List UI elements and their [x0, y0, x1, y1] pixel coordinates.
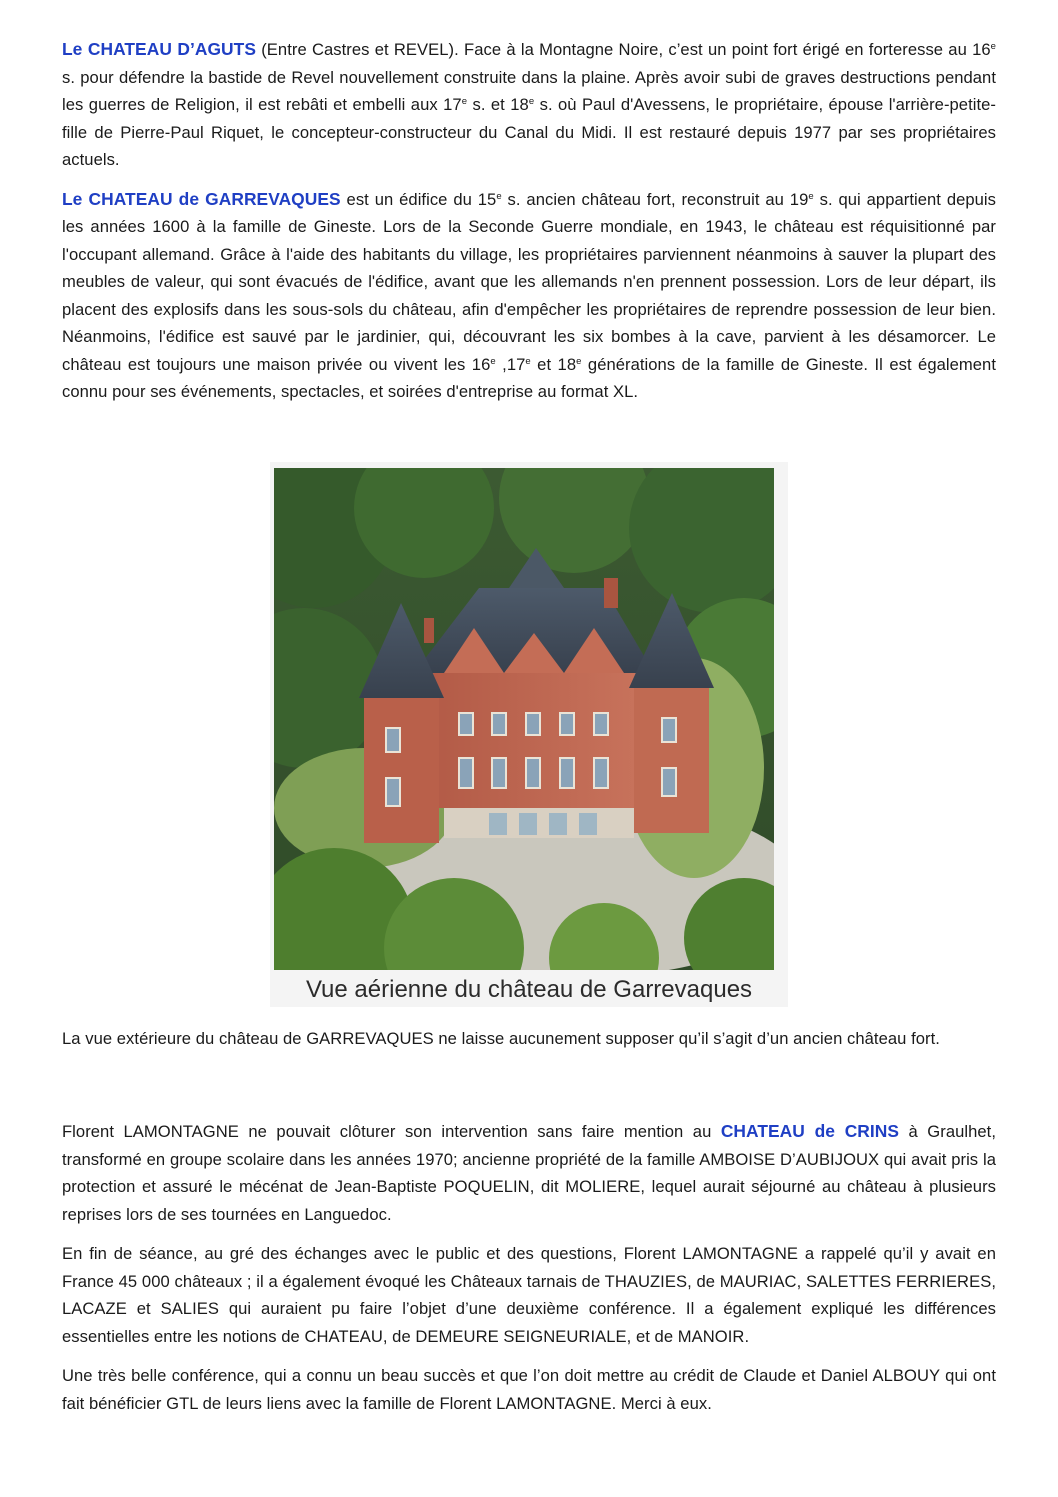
chateau-photo-figure	[270, 462, 788, 1007]
text-run: générations de la famille de Gineste. Il est également connu pour ses événements, spectacles, et soirées d'entreprise au format XL.	[62, 354, 996, 401]
superscript: e	[528, 96, 535, 107]
text-run: ,17	[495, 354, 526, 374]
text-run: s. où Paul d'Avessens, le propriétaire, épouse l'arrière-petite-fille de Pierre-Paul Riquet, le concepteur-constructeur du Canal du Midi. Il est restauré depuis 1977 par ses propriétaires actuels.	[62, 95, 996, 169]
page-top-text	[62, 36, 996, 418]
paragraph-thanks: Une très belle conférence, qui a connu un beau succès et que l’on doit mettre au crédit de Claude et Daniel ALBOUY qui ont fait bénéficier GTL de leurs liens avec la famille de Florent LAMONTAGNE. Merci à eux.	[62, 1366, 996, 1413]
paragraph-chateau-aguts	[62, 36, 996, 174]
text-run: est un édifice du 15	[340, 189, 497, 209]
superscript: e	[576, 355, 582, 367]
text-run: s. ancien château fort, reconstruit au 19	[501, 189, 809, 209]
page-bottom-text-2	[62, 1118, 996, 1429]
keyword-chateau-crins: CHATEAU de CRINS	[720, 1121, 900, 1141]
superscript: e	[490, 355, 496, 367]
text-run: s. qui appartient depuis les années 1600 à la famille de Gineste. Lors de la Seconde Guerre mondiale, en 1943, le château est réquisitionné par l'occupant allemand. Grâce à l'aide des habitants du village, les propriétaires parviennent néanmoins à sauver la plupart des meubles de valeur, qui sont évacués de l'édifice, avant que les allemands n'en prennent possession. Lors de leur départ, ils placent des explosifs dans les sous-sols du château, afin d'empêcher les propriétaires de reprendre possession de leur bien. Néanmoins, l'édifice est sauvé par le jardinier, qui, découvrant les six bombes à la cave, parvient à les désamorcer. Le château est toujours une maison privée ou vivent les 16	[62, 189, 997, 374]
text-run: s. pour défendre la bastide de Revel nouvellement construite dans la plaine. Après avoir subi de graves destructions pendant les guerres de Religion, il est rebâti et embelli aux 17	[62, 67, 996, 114]
text-run: et 18	[530, 354, 577, 374]
text-run: (Entre Castres et REVEL). Face à la Montagne Noire, c’est un point fort érigé en forteresse au 16	[256, 40, 991, 59]
superscript: e	[496, 190, 502, 202]
page-bottom-text	[62, 1025, 996, 1065]
keyword-chateau-garrevaques: Le CHATEAU de GARREVAQUES	[62, 188, 341, 209]
text-run: s. et 18	[467, 95, 529, 114]
paragraph-chateau-garrevaques	[62, 186, 996, 406]
photo-caption: Vue aérienne du château de Garrevaques	[305, 976, 753, 1003]
keyword-chateau-aguts: Le CHATEAU D’AGUTS	[62, 39, 256, 59]
text-run: Florent LAMONTAGNE ne pouvait clôturer son intervention sans faire mention au	[62, 1122, 721, 1141]
chateau-aerial-photo	[274, 468, 774, 970]
paragraph-exterior-view: La vue extérieure du château de GARREVAQUES ne laisse aucunement supposer qu’il s’agit d’un ancien château fort.	[62, 1029, 940, 1048]
superscript: e	[461, 96, 468, 107]
superscript: e	[808, 190, 814, 202]
paragraph-chateau-crins	[62, 1118, 996, 1228]
text-run: à Graulhet, transformé en groupe scolaire dans les années 1970; ancienne propriété de la famille AMBOISE D’AUBIJOUX qui avait pris la protection et assuré le mécénat de Jean-Baptiste POQUELIN, dit MOLIERE, lequel aurait séjourné au château à plusieurs reprises lors de ses tournées en Languedoc.	[62, 1122, 996, 1224]
superscript: e	[990, 41, 997, 52]
superscript: e	[525, 355, 531, 367]
paragraph-conference-end: En fin de séance, au gré des échanges avec le public et des questions, Florent LAMONTAGNE a rappelé qu’il y avait en France 45 000 châteaux ; il a également évoqué les Châteaux tarnais de THAUZIES, de MAURIAC, SALETTES FERRIERES, LACAZE et SALIES qui auraient pu faire l’objet d’une deuxième conférence. Il a également expliqué les différences essentielles entre les notions de CHATEAU, de DEMEURE SEIGNEURIALE, et de MANOIR.	[62, 1244, 996, 1346]
chateau-illustration	[274, 468, 774, 970]
